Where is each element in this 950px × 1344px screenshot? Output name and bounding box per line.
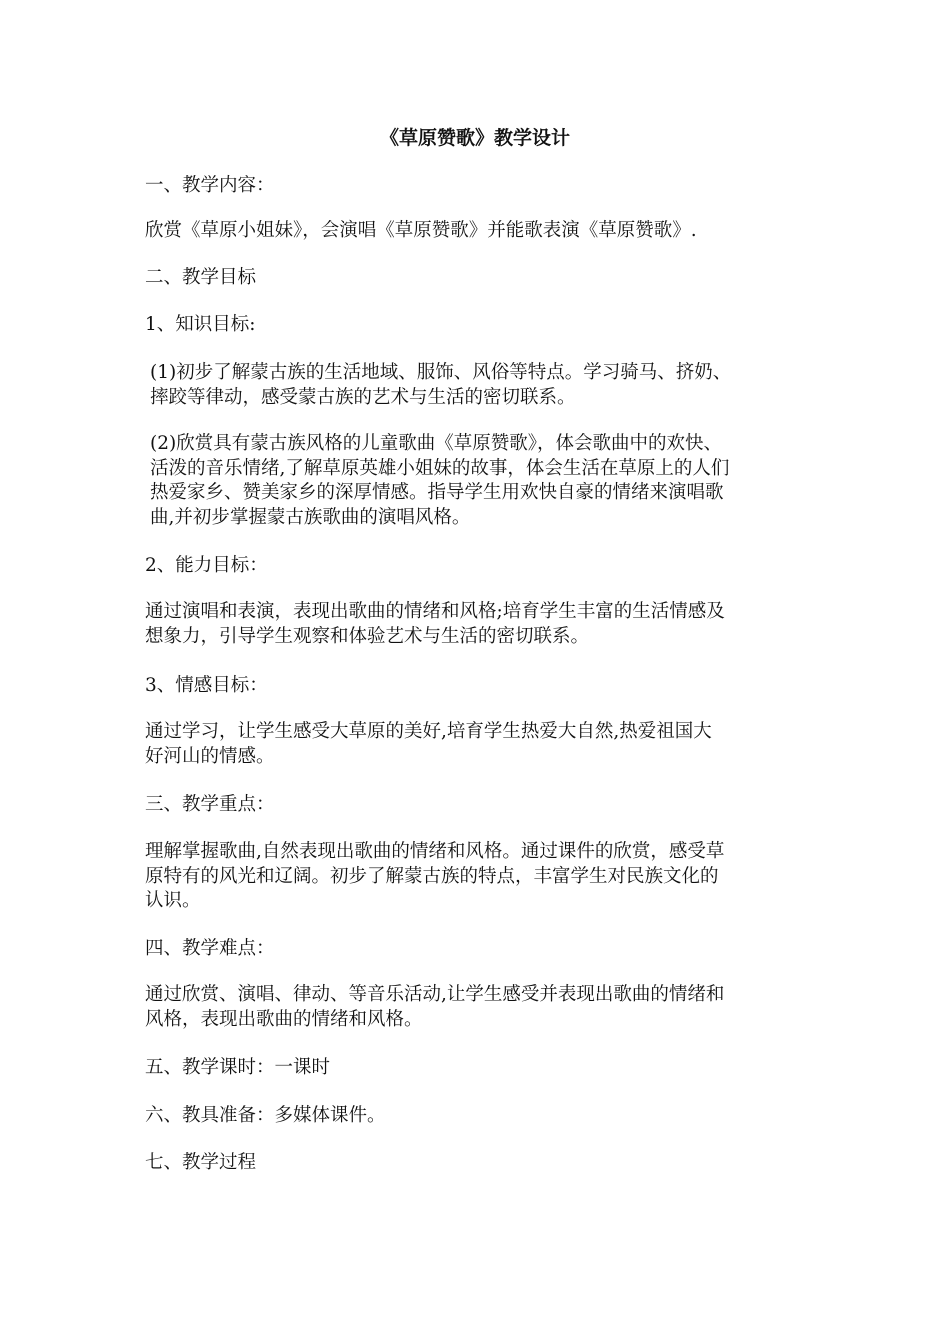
text-line: 3、情感目标： bbox=[145, 675, 268, 696]
text-line: 二、教学目标 bbox=[145, 267, 257, 288]
paragraph-knowledge-2 bbox=[150, 432, 810, 530]
text-line: 好河山的情感。 bbox=[145, 745, 275, 767]
text-line: 通过学习，让学生感受大草原的美好,培育学生热爱大自然,热爱祖国大 bbox=[145, 721, 712, 742]
text-line: 七、教学过程 bbox=[145, 1152, 257, 1173]
paragraph-difficulties bbox=[145, 983, 805, 1032]
text-line: 热爱家乡、赞美家乡的深厚情感。指导学生用欢快自豪的情绪来演唱歌 bbox=[150, 482, 724, 503]
text-line: 原特有的风光和辽阔。初步了解蒙古族的特点，丰富学生对民族文化的 bbox=[145, 865, 719, 887]
text-line: 1、知识目标: bbox=[145, 314, 256, 335]
heading-class-hours bbox=[145, 1056, 805, 1081]
paragraph-key-points bbox=[145, 840, 805, 914]
text-line: 五、教学课时：一课时 bbox=[145, 1057, 331, 1078]
paragraph-emotional-objectives bbox=[145, 720, 805, 769]
heading-teaching-aids bbox=[145, 1104, 805, 1129]
paragraph-ability-objectives bbox=[145, 600, 805, 649]
text-line: 2、能力目标： bbox=[145, 555, 268, 576]
text-line: 曲,并初步掌握蒙古族歌曲的演唱风格。 bbox=[150, 506, 471, 528]
text-line: 欣赏《草原小姐妹》，会演唱《草原赞歌》并能歌表演《草原赞歌》. bbox=[145, 220, 697, 241]
text-line: 想象力，引导学生观察和体验艺术与生活的密切联系。 bbox=[145, 625, 590, 647]
heading-emotional-objectives bbox=[145, 674, 805, 699]
heading-teaching-process bbox=[145, 1151, 805, 1176]
heading-difficulties bbox=[145, 937, 805, 962]
text-line: 摔跤等律动，感受蒙古族的艺术与生活的密切联系。 bbox=[150, 386, 576, 408]
text-line: 认识。 bbox=[145, 890, 201, 911]
paragraph-knowledge-1 bbox=[150, 361, 810, 410]
heading-teaching-objectives bbox=[145, 266, 805, 291]
paragraph-teaching-content bbox=[145, 219, 805, 244]
heading-ability-objectives bbox=[145, 554, 805, 579]
text-line: 三、教学重点： bbox=[145, 794, 275, 815]
text-line: 通过演唱和表演，表现出歌曲的情绪和风格;培育学生丰富的生活情感及 bbox=[145, 601, 725, 622]
text-line: 六、教具准备：多媒体课件。 bbox=[145, 1105, 386, 1126]
text-line: 四、教学难点： bbox=[145, 938, 275, 959]
text-line: 活泼的音乐情绪,了解草原英雄小姐妹的故事，体会生活在草原上的人们 bbox=[150, 457, 730, 479]
text-line: 理解掌握歌曲,自然表现出歌曲的情绪和风格。通过课件的欣赏，感受草 bbox=[145, 841, 725, 862]
text-line: 一、教学内容： bbox=[145, 175, 275, 196]
text-line: 风格，表现出歌曲的情绪和风格。 bbox=[145, 1008, 423, 1030]
text-line: (1)初步了解蒙古族的生活地域、服饰、风俗等特点。学习骑马、挤奶、 bbox=[150, 362, 732, 383]
document-title: 《草原赞歌》教学设计 bbox=[379, 127, 570, 149]
text-line: 通过欣赏、演唱、律动、等音乐活动,让学生感受并表现出歌曲的情绪和 bbox=[145, 984, 725, 1005]
heading-knowledge-objectives bbox=[145, 313, 805, 338]
heading-teaching-content bbox=[145, 174, 805, 199]
heading-key-points bbox=[145, 793, 805, 818]
text-line: (2)欣赏具有蒙古族风格的儿童歌曲《草原赞歌》，体会歌曲中的欢快、 bbox=[150, 433, 722, 454]
